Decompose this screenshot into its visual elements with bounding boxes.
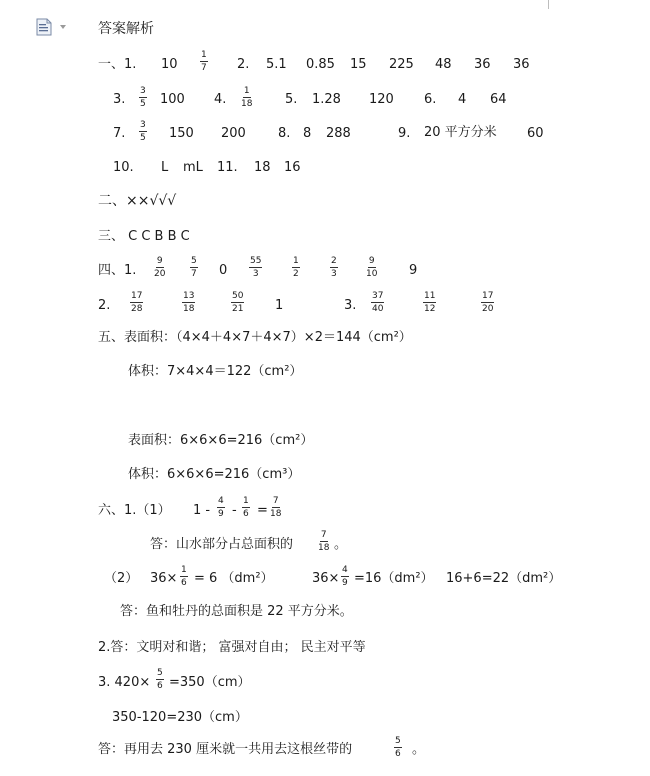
answer-number: 8. xyxy=(278,126,291,141)
document-icon[interactable] xyxy=(36,18,52,36)
answer: 48 xyxy=(435,57,452,72)
fraction: 1 6 xyxy=(181,565,187,588)
fraction: 55 3 xyxy=(250,256,262,279)
answer: 9 xyxy=(409,263,418,278)
equation-part: =16（dm²） xyxy=(354,571,434,586)
equation-part: = 6 （dm²） xyxy=(194,571,274,586)
fraction: 37 40 xyxy=(372,291,384,314)
answer: 60 xyxy=(527,126,544,141)
answer: 5.1 xyxy=(266,57,287,72)
answer: 10 xyxy=(161,57,178,72)
page-title: 答案解析 xyxy=(98,21,154,37)
answer: 150 xyxy=(169,126,194,141)
fraction: 7 18 xyxy=(318,530,330,553)
answer-number: 3. xyxy=(113,92,126,107)
equation-part: = xyxy=(257,503,268,518)
fraction: 9 20 xyxy=(154,256,166,279)
equation-part: 350-120=230（cm） xyxy=(112,710,248,725)
fraction: 13 18 xyxy=(183,291,195,314)
answer: 8 xyxy=(303,126,312,141)
answer-number: 9. xyxy=(398,126,411,141)
part-label: （2） xyxy=(104,571,139,586)
answer: 225 xyxy=(389,57,414,72)
fraction: 1 18 xyxy=(241,86,253,109)
answer: 200 xyxy=(221,126,246,141)
fraction: 5 7 xyxy=(191,256,197,279)
fraction: 3 5 xyxy=(140,86,146,109)
fraction: 1 2 xyxy=(293,256,299,279)
answer: 4 xyxy=(458,92,467,107)
answer-sentence: 答：山水部分占总面积的 xyxy=(150,537,294,552)
answer: L xyxy=(161,160,169,175)
answer-number: 3. xyxy=(344,298,357,313)
answer: 20 平方分米 xyxy=(424,125,497,140)
answer-sentence: 答：再用去 230 厘米就一共用去这根丝带的 xyxy=(98,742,353,757)
answer-number: 11. xyxy=(217,160,238,175)
fraction: 17 20 xyxy=(482,291,494,314)
chevron-down-icon[interactable] xyxy=(60,25,66,29)
page-corner-mark xyxy=(560,0,574,10)
equation-part: - xyxy=(232,503,237,518)
equation-part: 16+6=22（dm²） xyxy=(446,571,562,586)
section1-label: 一、1. xyxy=(98,57,137,72)
answer-sentence: 2.答：文明对和谐； 富强对自由； 民主对平等 xyxy=(98,640,366,655)
section6-label: 六、1.（1） xyxy=(98,503,171,518)
answer-number: 5. xyxy=(285,92,298,107)
answer: 36 xyxy=(513,57,530,72)
answer: 16 xyxy=(284,160,301,175)
equation-part: 3. 420× xyxy=(98,675,151,690)
answer-number: 6. xyxy=(424,92,437,107)
answer: 36 xyxy=(474,57,491,72)
answer-number: 4. xyxy=(214,92,227,107)
fraction: 3 5 xyxy=(140,120,146,143)
answer: 1.28 xyxy=(312,92,341,107)
fraction: 7 18 xyxy=(270,496,282,519)
answer: 288 xyxy=(326,126,351,141)
equation-part: 1 - xyxy=(193,503,211,518)
answer-sentence: 。 xyxy=(412,742,426,757)
fraction: 2 3 xyxy=(331,256,337,279)
section5-line: 体积：6×6×6=216（cm³） xyxy=(128,467,301,482)
answer-sentence: 答：鱼和牡丹的总面积是 22 平方分米。 xyxy=(120,604,353,619)
answer: 18 xyxy=(254,160,271,175)
answer: 0.85 xyxy=(306,57,335,72)
section5-line: 五、表面积：（4×4＋4×7＋4×7）×2＝144（cm²） xyxy=(98,330,412,345)
fraction: 9 10 xyxy=(366,256,378,279)
answer-number: 7. xyxy=(113,126,126,141)
section5-line: 表面积：6×6×6=216（cm²） xyxy=(128,433,314,448)
fraction: 17 28 xyxy=(131,291,143,314)
equation-part: 36× xyxy=(312,571,340,586)
fraction: 1 7 xyxy=(201,50,207,73)
fraction: 5 6 xyxy=(157,668,163,691)
equation-part: 36× xyxy=(150,571,178,586)
answer: 15 xyxy=(350,57,367,72)
section3-line: 三、 C C B B C xyxy=(98,229,190,244)
answer: 1 xyxy=(275,298,284,313)
answer: mL xyxy=(183,160,203,175)
answer: 0 xyxy=(219,263,228,278)
fraction: 4 9 xyxy=(218,496,224,519)
section5-line: 体积：7×4×4＝122（cm²） xyxy=(128,364,303,379)
section4-label: 四、1. xyxy=(98,263,137,278)
fraction: 4 9 xyxy=(342,565,348,588)
fraction: 50 21 xyxy=(232,291,244,314)
answer-sentence: 。 xyxy=(334,537,348,552)
answer-number: 2. xyxy=(98,298,111,313)
fraction: 1 6 xyxy=(243,496,249,519)
fraction: 11 12 xyxy=(424,291,436,314)
page-corner-mark xyxy=(548,0,559,9)
answer: 100 xyxy=(160,92,185,107)
section2-line: 二、××√√√ xyxy=(98,193,177,209)
answer-number: 10. xyxy=(113,160,134,175)
fraction: 5 6 xyxy=(395,736,401,759)
answer: 64 xyxy=(490,92,507,107)
answer-number: 2. xyxy=(237,57,250,72)
answer: 120 xyxy=(369,92,394,107)
equation-part: =350（cm） xyxy=(169,675,251,690)
